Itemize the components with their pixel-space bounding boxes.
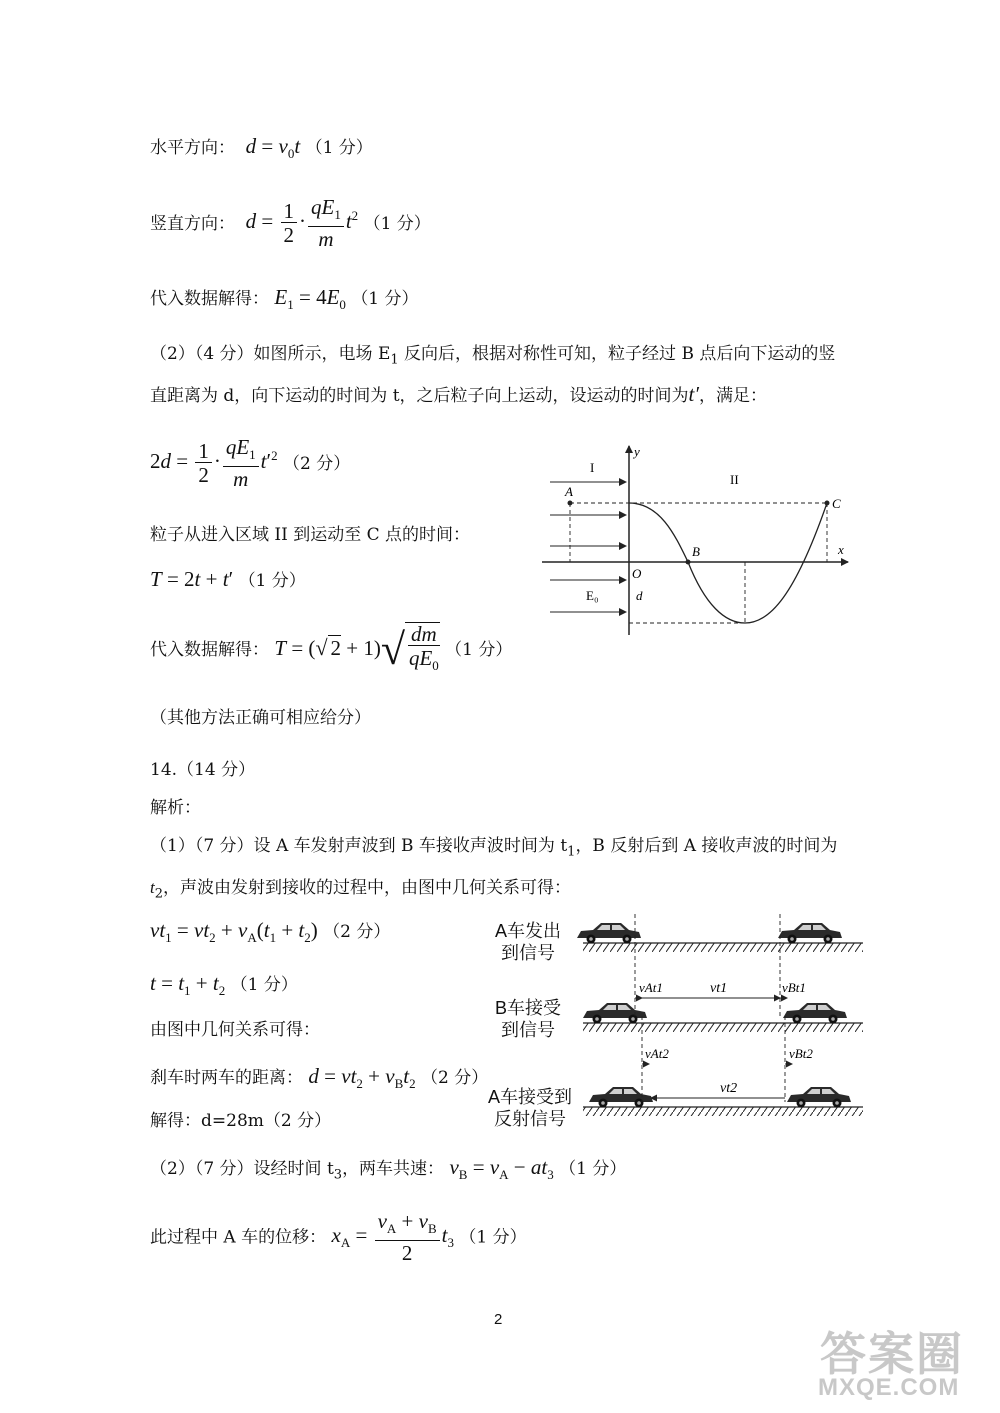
watermark-logo: 答案圈 (820, 1328, 964, 1380)
label-va-t1: vAt1 (639, 980, 663, 995)
sub2-label: 代入数据解得： (150, 640, 269, 661)
part2-intro-line2 (150, 382, 767, 408)
q14-p2-score: （1 分） (559, 1159, 627, 1179)
eq-T-result: T = (√ 2 + 1)√ $\frac{dm}{qE_0}$ (274, 636, 439, 660)
eq-common-speed: $v_B = v_A - at_3$ (449, 1155, 554, 1183)
eq-2d: 2d = $\frac{1}{2}$ · $\frac{qE_1}{m}$ $t'^2$ (150, 435, 278, 492)
label-vb-t2: vBt2 (789, 1046, 813, 1061)
t-prime: t′ (688, 382, 699, 406)
horizontal-label: 水平方向： (150, 138, 235, 158)
part2-intro-line2-text: 直距离为 d，向下运动的时间为 t，之后粒子向上运动，设运动的时间为 (150, 386, 689, 406)
point-b-dot (686, 560, 691, 565)
t2-symbol: t (150, 878, 155, 897)
sub2-line (150, 622, 512, 678)
row1-label-a: A车发出 (495, 921, 562, 941)
ground-row-2 (583, 1023, 863, 1032)
car-signal-diagram (575, 912, 865, 1127)
label-vt1: vt1 (710, 981, 728, 996)
row3-label-a: A车接受到 (488, 1087, 573, 1107)
y-axis-label: y (634, 444, 640, 459)
brake-label: 刹车时两车的距离： (150, 1068, 303, 1088)
eq-vertical: d = $\frac{1}{2}$ · $\frac{qE_1}{m}$ $t^2$ (245, 195, 359, 252)
t3-sub: 3 (333, 1167, 343, 1183)
part2-intro-sub: 1 (390, 352, 399, 368)
part2-intro-a: （2）（4 分）如图所示，电场 E (150, 344, 391, 364)
q14-p1-line2 (150, 876, 571, 906)
eq-t-line (150, 971, 298, 1003)
eq-e1: $E_1 = 4E_0$ (274, 285, 346, 313)
q14-title: 14.（14 分） (150, 760, 256, 780)
q14-p1-sub1: 1 (567, 844, 576, 860)
dashed-guides (570, 503, 827, 623)
q14-p2-b: ，两车共速： (342, 1159, 445, 1179)
ground-row-3 (583, 1107, 863, 1116)
car-b-row3 (787, 1087, 851, 1108)
row3-label (488, 1086, 572, 1130)
horizontal-score: （1 分） (305, 138, 373, 158)
eq-vt1: $vt_1 = vt_2 + v_A(t_1 + t_2)$ (150, 918, 318, 946)
eq-vt1-score: （2 分） (323, 922, 391, 942)
displacement-score: （1 分） (459, 1227, 527, 1248)
row1-label-b: 到信号 (501, 943, 555, 963)
q14-p2-line (150, 1155, 626, 1187)
geometry-sentence: 由图中几何关系可得： (150, 1020, 320, 1040)
car-a-row3 (589, 1087, 653, 1108)
field-label: E₀ (586, 588, 599, 603)
part2-intro-line2-end: ，满足： (698, 386, 767, 406)
analysis-label: 解析： (150, 798, 201, 818)
x-axis-label: x (838, 542, 844, 557)
other-methods: （其他方法正确可相应给分） (150, 708, 371, 728)
part2-intro-line1 (150, 342, 835, 372)
car-b-row1 (778, 923, 842, 944)
label-vb-t1: vBt1 (782, 980, 806, 995)
row2-label-b: 到信号 (501, 1020, 555, 1040)
eq-horizontal: $d = v_0t$ (245, 134, 301, 162)
eq-T: T = 2t + t′ (150, 567, 234, 591)
sub2-score: （1 分） (445, 640, 513, 661)
eq-displacement: $x_A$ = $\frac{v_A + v_B}{2}$ $t_3$ (331, 1209, 454, 1266)
brake-score: （2 分） (421, 1068, 489, 1088)
watermark-url: MXQE.COM (818, 1374, 960, 1401)
time-sentence: 粒子从进入区域 II 到运动至 C 点的时间： (150, 525, 471, 545)
row2-label-a: B车接受 (495, 998, 562, 1018)
vertical-line (150, 196, 431, 251)
eq-t: $t = t_1 + t_2$ (150, 971, 226, 999)
answer-d: 解得：d=28m（2 分） (150, 1111, 332, 1131)
car-a-row2 (583, 1003, 647, 1024)
point-c-label: C (832, 496, 841, 511)
displacement-label: 此过程中 A 车的位移： (150, 1227, 327, 1248)
q14-p1-line1 (150, 834, 837, 864)
q14-p1-a: （1）（7 分）设 A 车发射声波到 B 车接收声波时间为 t (150, 836, 568, 856)
brake-line (150, 1064, 488, 1096)
t2-sub: 2 (154, 886, 164, 902)
eq-brake: $d = vt_2 + v_Bt_2$ (308, 1064, 416, 1092)
displacement-line (150, 1210, 527, 1265)
region-1-label: I (590, 460, 595, 475)
horizontal-line (150, 134, 373, 166)
field-trajectory-diagram (540, 440, 860, 640)
eq-2d-score: （2 分） (283, 453, 351, 474)
car-dashed-guides (635, 914, 785, 1102)
eq-T-score: （1 分） (238, 571, 306, 591)
vertical-score: （1 分） (363, 213, 431, 234)
point-a-dot (568, 501, 573, 506)
page-number: 2 (494, 1311, 503, 1328)
q14-p2-a: （2）（7 分）设经时间 t (150, 1159, 334, 1179)
sub1-score: （1 分） (351, 289, 419, 309)
distance-label: d (636, 588, 643, 603)
row2-label (495, 997, 561, 1041)
eq-T-line (150, 567, 306, 593)
label-va-t2: vAt2 (645, 1046, 669, 1061)
sub1-label: 代入数据解得： (150, 289, 269, 309)
point-c-dot (825, 501, 830, 506)
point-b-label: B (692, 544, 700, 559)
row1-label (495, 920, 561, 964)
car-b-row2 (783, 1003, 847, 1024)
particle-trajectory (629, 503, 827, 623)
ground-row-1 (583, 943, 863, 952)
row3-label-b: 反射信号 (494, 1109, 566, 1129)
q14-p1-b: ，B 反射后到 A 接收声波的时间为 (575, 836, 838, 856)
sub1-line (150, 285, 419, 317)
region-2-label: II (730, 472, 739, 487)
part2-intro-b: 反向后，根据对称性可知，粒子经过 B 点后向下运动的竖 (398, 344, 836, 364)
eq-2d-line (150, 436, 350, 491)
car-a-row1 (577, 923, 641, 944)
point-a-label: A (565, 484, 573, 499)
q14-p1-line2-text: ，声波由发射到接收的过程中，由图中几何关系可得： (163, 878, 572, 898)
origin-label: O (632, 566, 642, 581)
eq-vt1-line (150, 918, 390, 950)
vertical-label: 竖直方向： (150, 213, 235, 234)
label-vt2: vt2 (720, 1081, 738, 1096)
eq-t-score: （1 分） (230, 975, 298, 995)
